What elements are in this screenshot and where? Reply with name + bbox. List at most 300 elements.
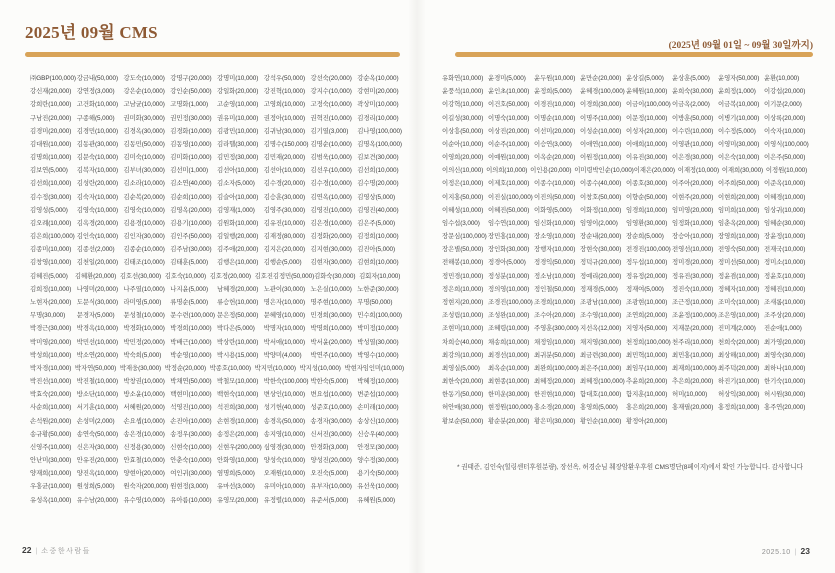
donor-entry: 김인자(30,000) [123,233,165,241]
footnote: * 권태준, 김인숙(힐링센터후원분량), 장선옥, 허경순님 췌장암환우후원 CMS명단(8페이지)에서 확인 가능합니다. 감사합니다 [457,464,803,471]
donor-entry: 이영관(10,000) [672,140,714,148]
donor-entry: 김용경(10,000) [123,219,165,227]
donor-entry: 김혜환(20,000) [74,272,117,280]
donor-entry: 안춘숙(10,000) [170,457,212,465]
donor-entry: 신승우(40,000) [357,430,399,438]
donor-entry: 김승훈(30,000) [263,193,305,201]
donor-entry: 박성희(10,000) [30,351,72,359]
donor-row [30,203,404,216]
donor-entry: 박진철(10,000) [76,378,118,386]
donor-entry: 송지영(10,000) [263,430,305,438]
donor-entry: 이진실(100,000) [488,193,533,201]
donor-entry: 최민혁(10,000) [626,351,668,359]
donor-entry: 송규황(50,000) [30,430,72,438]
donor-entry: 장현숙(30,000) [580,246,622,254]
donor-entry: 윤인초(10,000) [488,88,530,96]
donor-entry: 용기숙(50,000) [357,470,399,478]
donor-entry: 김명수(150,000) [263,140,309,148]
donor-entry: 김민재(20,000) [263,154,305,162]
donor-entry: 명은자(10,000) [263,299,305,306]
donor-entry: 김수경(20,000) [263,180,305,188]
donor-entry: 김선우(10,000) [310,167,352,175]
donor-entry: 김보견(30,000) [357,154,399,162]
donor-entry: 김귀남(30,000) [263,127,305,135]
donor-row [442,216,810,229]
donor-row [30,479,404,492]
donor-entry: 정인철(50,000) [534,285,576,293]
donor-entry: 김소연(40,000) [170,180,212,188]
donor-entry: 안난미(30,000) [30,457,72,465]
donor-entry: 유아름(10,000) [170,496,212,504]
donor-entry: 임수연(10,000) [488,219,530,227]
donor-entry: 김수경(10,000) [310,180,352,188]
donor-entry: 정현지(20,000) [442,299,484,306]
donor-row [442,242,810,255]
donor-entry: 송경옥(50,000) [263,417,305,425]
donor-row [30,348,404,361]
donor-row [30,466,404,479]
donor-entry: 김주남(30,000) [170,246,212,254]
donor-entry: 장문심(100,000) [442,233,487,241]
donor-entry: 정윤호(10,000) [764,272,806,280]
donor-entry: 이순아(10,000) [442,140,484,148]
donor-entry: 조새롬(10,000) [764,299,806,306]
donor-entry: 최금련(30,000) [580,351,622,359]
donor-entry: 김경화(10,000) [170,127,212,135]
footer-separator: | [794,549,797,556]
donor-entry: 김현자(30,000) [310,259,352,267]
donor-entry: 정민경(10,000) [442,272,484,280]
donor-entry: 임미영(20,000) [672,206,714,214]
donor-entry: 이애희(10,000) [626,140,668,148]
donor-entry: 정진숙(10,000) [672,285,714,293]
donor-entry: 박서애(10,000) [263,338,305,346]
donor-entry: 박영수(10,000) [357,351,399,359]
donor-row [30,176,404,189]
donor-entry: 이창호(50,000) [580,193,622,201]
donor-entry: 김현희(10,000) [357,259,399,267]
donor-entry: 최현종(10,000) [488,378,530,386]
donor-entry: 박미정(10,000) [357,325,399,333]
donor-entry: 조근정(10,000) [672,299,714,306]
donor-entry: 권민정(30,000) [170,114,212,122]
right-divider-bar [455,52,813,57]
donor-entry: 김수명(20,000) [357,180,399,188]
donor-entry: 김라헬(30,000) [217,140,259,148]
donor-entry: 유준서(5,000) [310,496,349,504]
donor-entry: 강연정(3,000) [76,88,115,96]
donor-entry: 김회자(10,000) [359,272,401,280]
donor-entry: 김영옥(20,000) [170,206,212,214]
donor-entry: 조주상(20,000) [764,312,806,320]
donor-row [30,453,404,466]
donor-row [442,334,810,347]
donor-entry: 최민홍(10,000) [672,351,714,359]
donor-entry: 윤만순(20,000) [580,75,622,83]
donor-entry: 이금복(10,000) [718,101,760,109]
donor-entry: 염명희(5,000) [217,470,255,478]
donor-row [442,374,810,387]
donor-entry: 채송희(10,000) [488,338,530,346]
donor-entry: 김순복(20,000) [123,193,165,201]
donor-entry: 김성란(20,000) [76,180,118,188]
donor-entry: 이옥순(20,000) [534,154,576,162]
donor-entry: 정유진(30,000) [672,272,714,280]
donor-entry: 박자경(10,000) [30,364,72,372]
donor-entry: 나지윤(5,000) [170,285,209,293]
donor-entry: 김나영(100,000) [357,127,402,135]
donor-entry: 손현경(10,000) [217,417,259,425]
donor-entry: 김명희(10,000) [30,154,72,162]
donor-entry: 박채연(50,000) [170,378,212,386]
donor-entry: 홍재필(20,000) [672,404,714,412]
donor-entry: 강선숙(20,000) [310,75,352,83]
donor-entry: 조광현(10,000) [626,299,668,306]
donor-entry: 박민정(20,000) [123,338,165,346]
donor-entry: 장윤정(10,000) [764,233,806,241]
donor-entry: 최한숙(20,000) [442,378,484,386]
donor-entry: 전영선(10,000) [672,246,714,254]
donor-row [442,269,810,282]
donor-entry: 원숙자(200,000) [123,483,169,491]
donor-entry: 김유진(10,000) [263,219,305,227]
donor-entry: 조성완(10,000) [488,312,530,320]
donor-row [30,97,404,110]
donor-row [30,374,404,387]
donor-row [442,150,810,163]
donor-entry: 천정희(100,000) [626,338,671,346]
donor-entry: 장순희(5,000) [626,233,664,241]
donor-entry: 나주열(10,000) [123,285,165,293]
donor-entry: 유수영(10,000) [123,496,165,504]
donor-entry: 권미화(30,000) [123,114,165,122]
donor-row [442,413,810,426]
donor-entry: 김지현(30,000) [310,246,352,254]
donor-entry: 이종수(10,000) [534,180,576,188]
donor-entry: 이정원(10,000) [765,167,808,175]
donor-entry: 김기열(3,000) [310,127,349,135]
donor-entry: ㈜GBP(100,000) [30,75,76,83]
donor-entry: 이준옥(10,000) [764,180,806,188]
donor-entry: 진순애(1,000) [764,325,802,333]
donor-entry: 김재정(80,000) [263,233,305,241]
donor-entry: 장은별(50,000) [442,246,484,254]
donor-entry: 허안매(30,000) [442,404,484,412]
donor-entry: 김복자(10,000) [76,167,118,175]
donor-entry: 무명(50,000) [357,299,393,306]
donor-entry: 명주현(10,000) [310,299,352,306]
donor-entry: 손석원(20,000) [30,417,72,425]
donor-entry: 김동민(50,000) [123,140,165,148]
donor-entry: 최영숙(30,000) [764,351,806,359]
donor-row [442,282,810,295]
donor-entry: 백현숙(10,000) [217,391,259,399]
donor-entry: 송정우(30,000) [170,430,212,438]
donor-entry: 손진아(10,000) [170,417,212,425]
donor-entry: 손미래(10,000) [357,404,399,412]
donor-entry: 김진아(5,000) [357,246,396,254]
donor-entry: 이명숙(10,000) [488,114,530,122]
donor-entry: 최주덕(20,000) [718,364,760,372]
donor-entry: 정성분(10,000) [488,272,530,280]
donor-entry: 이강혁(10,000) [442,101,484,109]
donor-entry: 이명주(10,000) [580,114,622,122]
donor-entry: 윤두원(10,000) [534,75,576,83]
donor-entry: 권혁진(10,000) [310,114,352,122]
donor-entry: 김경옥(30,000) [123,127,165,135]
donor-row [442,308,810,321]
donor-entry: 이종호(30,000) [626,180,668,188]
donor-entry: 문은정(50,000) [217,312,259,320]
donor-entry: 정미소(10,000) [764,259,806,267]
donor-entry: 신은자(30,000) [76,443,118,451]
donor-row [442,71,810,84]
donor-entry: 정의영(10,000) [488,285,530,293]
donor-row [30,150,404,163]
donor-entry: 윤경미(5,000) [488,75,526,83]
donor-entry: 김선아(10,000) [217,167,259,175]
donor-list-left [30,71,404,506]
donor-entry: 박혜정(10,000) [357,378,399,386]
donor-entry: 김선희(10,000) [30,180,72,188]
donor-entry: 김행순(5,000) [263,259,302,267]
donor-entry: 이의희(10,000) [486,167,528,175]
donor-entry: 유선욱(10,000) [357,483,399,491]
donor-row [442,361,810,374]
donor-entry: 박상란(10,000) [217,338,259,346]
donor-entry: 윤환(10,000) [764,75,800,83]
donor-entry: 홍정희(10,000) [718,404,760,412]
donor-entry: 박진선(10,000) [30,378,72,386]
donor-entry: 정유정(20,000) [626,272,668,280]
donor-entry: 조경희(10,000) [534,299,576,306]
donor-entry: 이성순(10,000) [580,127,622,135]
donor-entry: 전경진(100,000) [626,246,671,254]
donor-entry: 최영실(5,000) [442,364,480,372]
donor-entry: 이주희(50,000) [718,180,760,188]
donor-entry: 강진혁(10,000) [263,88,305,96]
donor-entry: 박양미(4,000) [263,351,302,359]
donor-entry: 윤희정(1,000) [718,88,756,96]
donor-entry: 이방훈(50,000) [672,114,714,122]
donor-entry: 김정희(10,000) [357,233,399,241]
donor-entry: 정덕규(20,000) [580,259,622,267]
donor-entry: 임영이(2,000) [580,219,618,227]
donor-entry: 이승연(3,000) [534,140,572,148]
donor-entry: 권정아(10,000) [263,114,305,122]
donor-entry: 채지영(30,000) [580,338,622,346]
donor-entry: 문혜영(10,000) [263,312,305,320]
donor-entry: 김영성(5,000) [30,206,68,214]
donor-entry: 최재희(100,000) [672,364,717,372]
donor-entry: 원현정(3,000) [170,483,209,491]
donor-entry: 양성진(20,000) [310,457,352,465]
donor-entry: 최혜정(20,000) [534,378,576,386]
donor-entry: 허미(10,000) [672,391,708,399]
donor-entry: 박경화(10,000) [123,325,165,333]
donor-entry: 김지은(20,000) [263,246,305,254]
donor-entry: 라미영(5,000) [123,299,162,306]
donor-row [30,334,404,347]
donor-entry: 김화숙(30,000) [314,272,356,280]
donor-entry: 현정원(100,000) [488,404,533,412]
donor-entry: 송정은(20,000) [217,430,259,438]
donor-entry: 김용기(10,000) [170,219,212,227]
donor-entry: 이지홍(50,000) [442,193,484,201]
donor-entry: 이수정(5,000) [718,127,756,135]
donor-entry: 최은주(10,000) [580,364,622,372]
donor-entry: 추은희(20,000) [672,378,714,386]
donor-entry: 박경근(30,000) [30,325,72,333]
donor-entry: 나영미(20,000) [76,285,118,293]
donor-entry: 이상진(20,000) [488,127,530,135]
donor-entry: 김소자(5,000) [217,180,255,188]
donor-row [442,295,810,308]
donor-entry: 조수아(20,000) [534,312,576,320]
donor-entry: 한동기(50,000) [442,391,484,399]
donor-row [30,400,404,413]
donor-entry: 김호정(20,000) [209,272,251,280]
donor-row [442,387,810,400]
donor-row [442,163,810,176]
donor-entry: 이경희(30,000) [580,101,622,109]
donor-row [30,190,404,203]
donor-entry: 김태조(10,000) [123,259,165,267]
donor-entry: 김창영(10,000) [30,259,72,267]
donor-entry: 이정은(10,000) [442,180,484,188]
donor-entry: 박철모(10,000) [217,378,259,386]
donor-entry: 민수희(100,000) [357,312,402,320]
donor-entry: 김선아(10,000) [263,167,305,175]
donor-entry: 김보연(5,000) [30,167,68,175]
donor-entry: 손요셉(10,000) [123,417,165,425]
left-page [0,0,417,573]
donor-entry: 이선미(20,000) [534,127,576,135]
donor-entry: 신현숙(10,000) [170,443,212,451]
donor-entry: 강현미(20,000) [357,88,399,96]
donor-entry: 이유진(30,000) [626,154,668,162]
donor-entry: 황보순(50,000) [442,417,484,425]
donor-entry: 윤희숙(30,000) [672,88,714,96]
donor-entry: 박다은(5,000) [217,325,255,333]
donor-row [30,493,404,506]
donor-entry: 조광남(10,000) [580,299,622,306]
donor-entry: 김범욱(10,000) [310,154,352,162]
donor-row [30,440,404,453]
donor-entry: 전해봉(10,000) [442,259,484,267]
donor-entry: 강명미(10,000) [217,75,259,83]
donor-entry: 이영식(100,000) [764,140,809,148]
donor-entry: 이애연(10,000) [580,140,622,148]
donor-entry: 이강섭(20,000) [764,88,806,96]
donor-entry: 황인순(10,000) [580,417,622,425]
donor-entry: 강순옥(10,000) [357,75,399,83]
donor-entry: 김소라(10,000) [123,180,165,188]
donor-entry: 권유미(10,000) [217,114,259,122]
donor-entry: 이상흥(50,000) [442,127,484,135]
donor-entry: 고순영(10,000) [217,101,259,109]
donor-entry: 임신화(10,000) [534,219,576,227]
donor-entry: 도문식(30,000) [76,299,118,306]
donor-entry: 박재웅(30,000) [119,364,162,372]
donor-entry: 백현미(10,000) [170,391,212,399]
donor-row [30,282,404,295]
donor-entry: 유성옥(10,000) [30,496,72,504]
donor-entry: 김동영(10,000) [170,140,212,148]
donor-row [30,361,404,374]
donor-entry: 이화영(5,000) [534,206,572,214]
donor-entry: 정재경(5,000) [580,285,618,293]
donor-entry: 김대원(10,000) [30,140,72,148]
left-page-number: 22 [22,545,32,555]
donor-entry: 이현희(20,000) [718,193,760,201]
donor-entry: 정미선(50,000) [718,259,760,267]
donor-row [442,229,810,242]
donor-entry: 이혜경(10,000) [764,193,806,201]
donor-entry: 박미영(20,000) [30,338,72,346]
donor-row [30,242,404,255]
donor-entry: 이예원(10,000) [488,154,530,162]
donor-entry: 김민정(30,000) [217,154,259,162]
donor-entry: 노현자(20,000) [30,299,72,306]
donor-entry: 조혜령(10,000) [488,325,530,333]
donor-entry: 김은주(5,000) [357,219,396,227]
donor-entry: 최강의(10,000) [442,351,484,359]
issue-date: 2025.10 [761,549,791,556]
donor-entry: 김은경(10,000) [310,219,352,227]
donor-entry: 김명순(10,000) [310,140,352,148]
donor-entry: 유미아(10,000) [263,483,305,491]
donor-entry: 송연숙(50,000) [76,430,118,438]
donor-entry: 윤상훈(5,000) [672,75,710,83]
donor-entry: 박배근(10,000) [170,338,212,346]
donor-entry: 조경진(100,000) [488,299,533,306]
donor-entry: 서기훈(10,000) [76,404,118,412]
footer-left [22,545,91,556]
donor-entry: 손성미(2,000) [76,417,115,425]
left-divider-bar [25,52,400,57]
donor-entry: 송은경(10,000) [123,430,165,438]
right-page-number: 23 [800,546,810,556]
donor-entry: 박현자임인미(10,000) [344,364,404,372]
donor-entry: 조윤정(100,000) [672,312,717,320]
donor-row [442,255,810,268]
donor-entry: 김영주(30,000) [263,206,305,214]
donor-entry: 추윤희(20,000) [626,378,668,386]
donor-entry: 정재여(5,000) [626,285,664,293]
donor-entry: 방소윤(10,000) [123,391,165,399]
donor-entry: 변준섭(10,000) [357,391,399,399]
donor-entry: 최상해(10,000) [718,351,760,359]
donor-entry: 홍소경(20,000) [534,404,576,412]
donor-entry: 양성숙(10,000) [263,457,305,465]
donor-entry: 장민홍(10,000) [488,233,530,241]
donor-entry: 강금내(50,000) [76,75,118,83]
donor-entry: 김종미(10,000) [30,246,72,254]
donor-entry: 박종호(10,000) [209,364,251,372]
donor-entry: 김순희(10,000) [170,193,212,201]
donor-entry: 여인귀(30,000) [170,470,212,478]
donor-entry: 김슬아(10,000) [217,193,259,201]
donor-row [30,413,404,426]
donor-entry: 임미희(10,000) [718,206,760,214]
donor-entry: 김인숙(10,000) [76,233,118,241]
donor-entry: 이건호(50,000) [488,101,530,109]
donor-entry: 심영경(30,000) [263,443,305,451]
donor-entry: 윤풍석(10,000) [442,88,484,96]
donor-entry: 허시원(30,000) [764,391,806,399]
donor-entry: 이수린(10,000) [672,127,714,135]
